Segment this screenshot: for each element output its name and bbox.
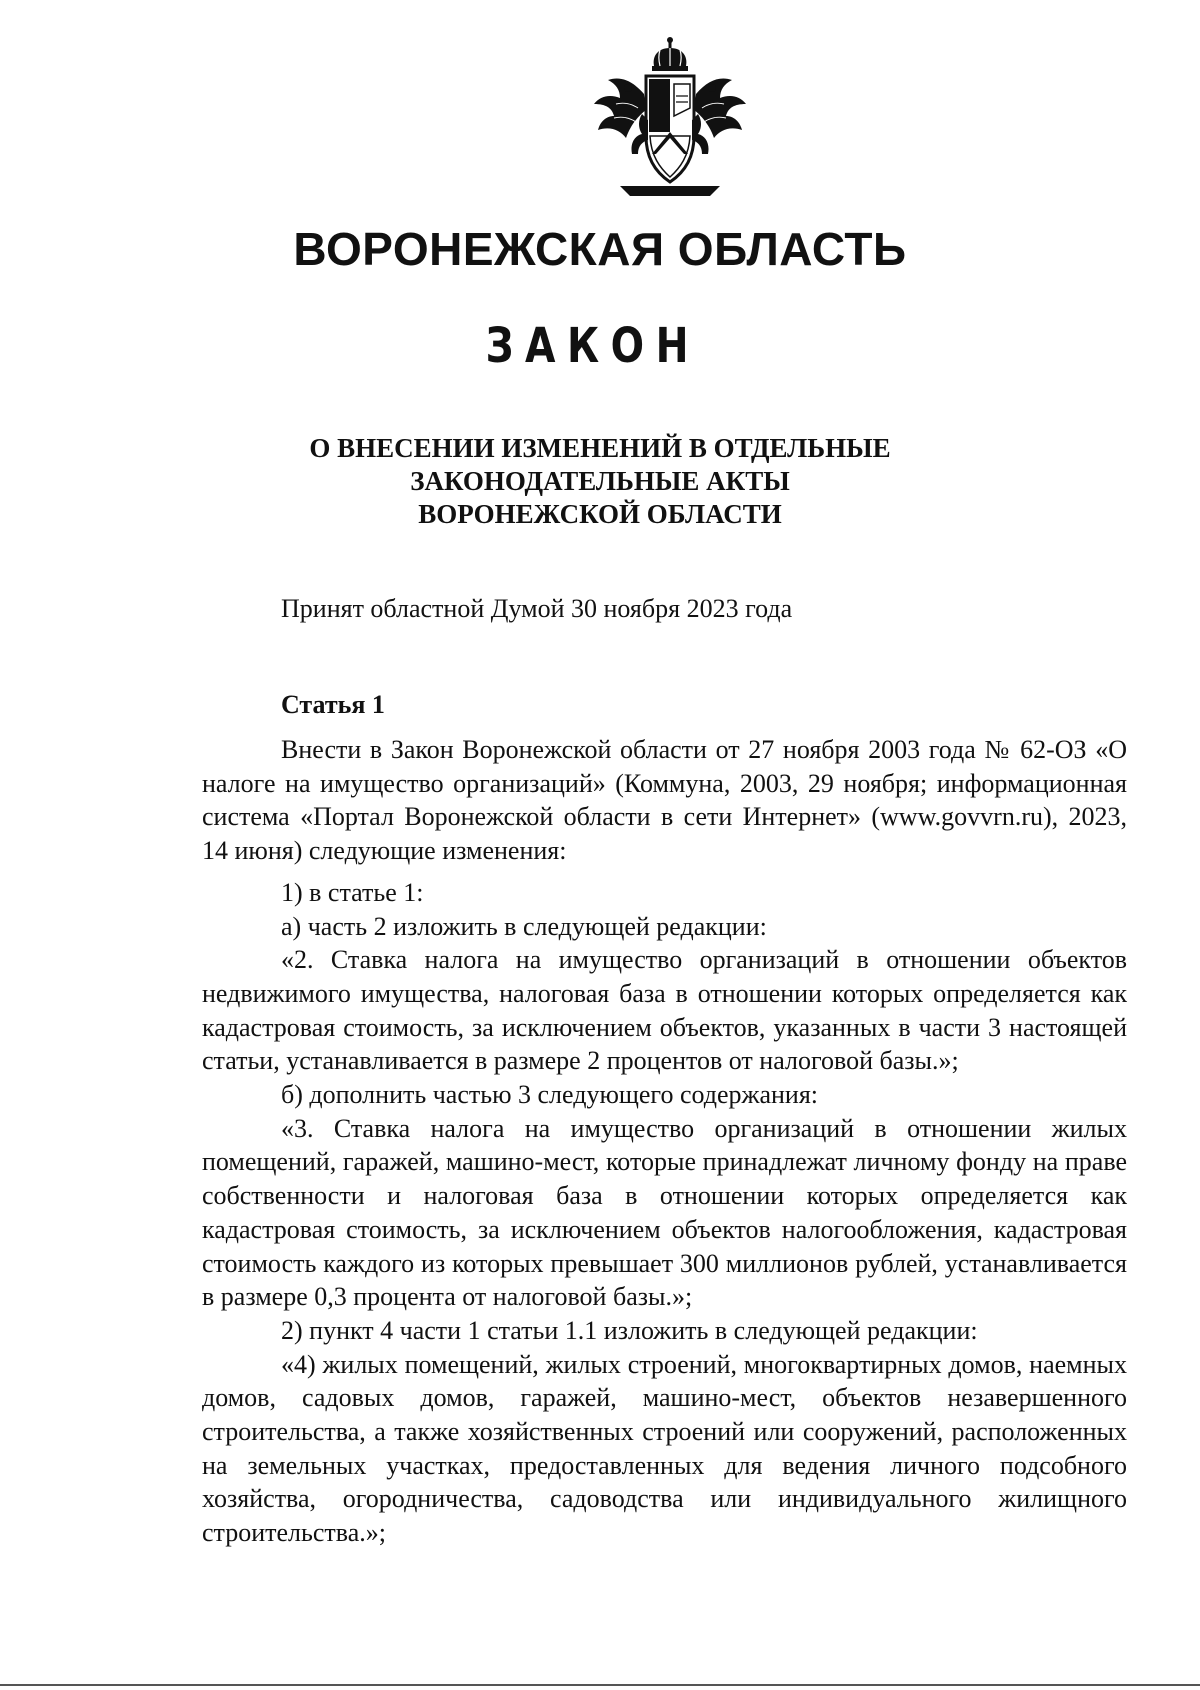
law-title-line: О ВНЕСЕНИИ ИЗМЕНЕНИЙ В ОТДЕЛЬНЫЕ bbox=[309, 433, 891, 463]
article-paragraph: 2) пункт 4 части 1 статьи 1.1 изложить в следующей редакции: bbox=[281, 1315, 978, 1345]
article-paragraph: 1) в статье 1: bbox=[281, 877, 424, 907]
page-bottom-rule bbox=[0, 1684, 1200, 1686]
document-type: ЗАКОН bbox=[485, 318, 701, 374]
region-name: ВОРОНЕЖСКАЯ ОБЛАСТЬ bbox=[293, 223, 907, 275]
law-title-line: ЗАКОНОДАТЕЛЬНЫЕ АКТЫ bbox=[410, 466, 790, 496]
article-paragraph: а) часть 2 изложить в следующей редакции: bbox=[281, 911, 767, 941]
article-paragraph: Внести в Закон Воронежской области от 27 ноября 2003 года № 62-ОЗ «О налоге на имущество организаций» (Коммуна, 2003, 29 ноября; информационная система «Портал Воронежской области в сети Интернет» (www.govvrn.ru), 2023, 14 июня) следующие изменения: bbox=[202, 735, 1127, 866]
article-paragraph: «2. Ставка налога на имущество организаций в отношении объектов недвижимого имущества, налоговая база в отношении которых определяется как кадастровая стоимость, за исключением объектов, указанных в части 3 настоящей статьи, устанавливается в размере 2 процентов от налоговой базы.»; bbox=[202, 945, 1127, 1076]
adoption-note: Принят областной Думой 30 ноября 2023 года bbox=[281, 594, 793, 623]
article-body bbox=[202, 733, 1127, 1550]
coat-of-arms-icon bbox=[580, 36, 760, 200]
article-paragraph: б) дополнить частью 3 следующего содержания: bbox=[281, 1080, 819, 1110]
article-heading: Статья 1 bbox=[281, 690, 385, 719]
article-paragraph: «3. Ставка налога на имущество организаций в отношении жилых помещений, гаражей, машино-мест, которые принадлежат личному фонду на праве собственности и налоговая база в отношении которых определяется как кадастровая стоимость, за исключением объектов налогообложения, кадастровая стоимость каждого из которых превышает 300 миллионов рублей, устанавливается в размере 0,3 процента от налоговой базы.»; bbox=[202, 1113, 1127, 1312]
law-title bbox=[0, 432, 1200, 531]
law-title-line: ВОРОНЕЖСКОЙ ОБЛАСТИ bbox=[418, 499, 782, 529]
article-paragraph: «4) жилых помещений, жилых строений, многоквартирных домов, наемных домов, садовых домов, гаражей, машино-мест, объектов незавершенного строительства, а также хозяйственных строений или сооружений, расположенных на земельных участках, предоставленных для ведения личного подсобного хозяйства, огородничества, садоводства или индивидуального жилищного строительства.»; bbox=[202, 1349, 1127, 1548]
